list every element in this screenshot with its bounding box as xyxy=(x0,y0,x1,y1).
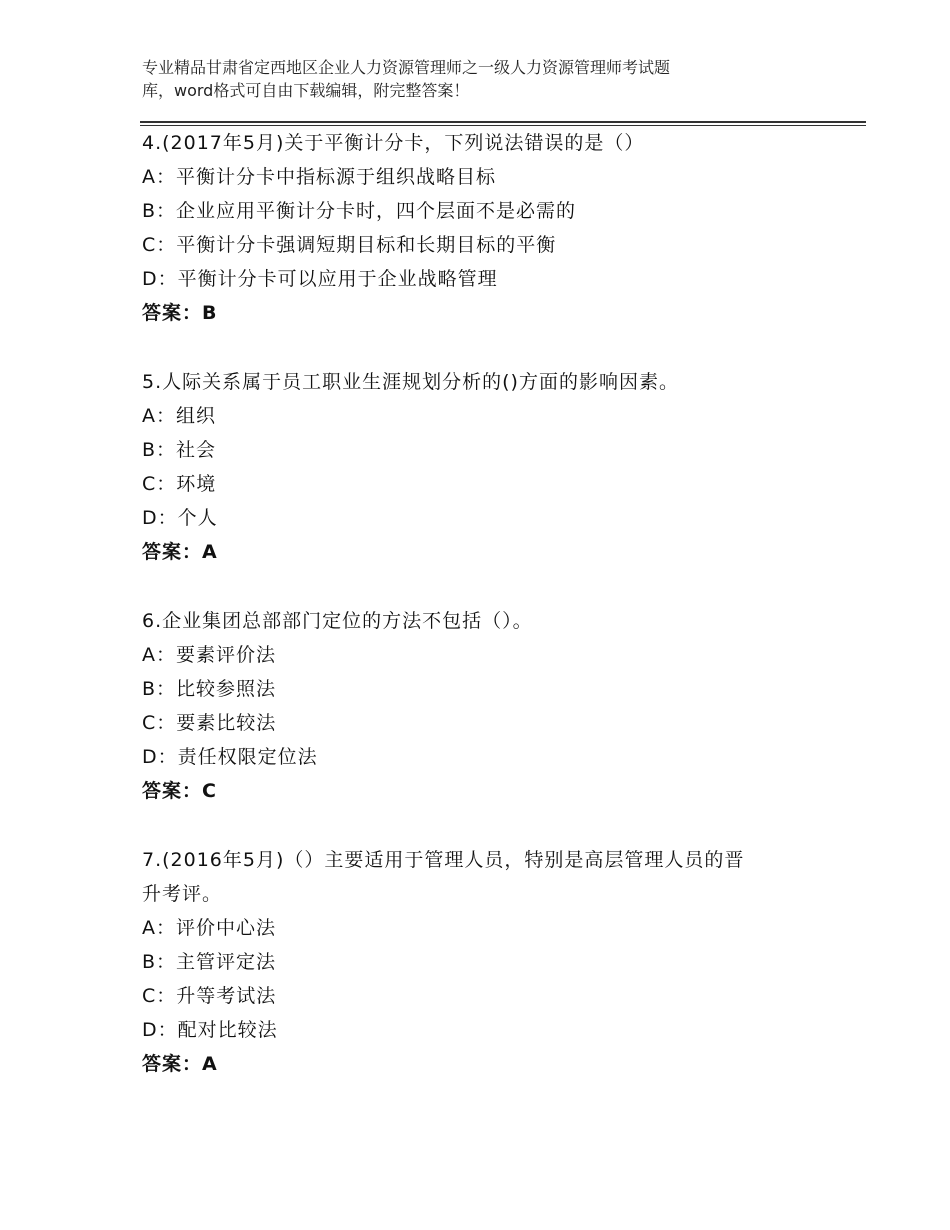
option-c: C：要素比较法 xyxy=(142,712,277,734)
answer-label: 答案：C xyxy=(142,780,217,802)
question-stem: 4.(2017年5月)关于平衡计分卡，下列说法错误的是（） xyxy=(142,132,645,154)
option-a: A：评价中心法 xyxy=(142,917,276,939)
question-stem: 5.人际关系属于员工职业生涯规划分析的()方面的影响因素。 xyxy=(142,371,679,393)
option-b: B：主管评定法 xyxy=(142,951,277,973)
question-stem-line-2: 升考评。 xyxy=(142,883,223,905)
option-a: A：平衡计分卡中指标源于组织战略目标 xyxy=(142,166,496,188)
question-5 xyxy=(142,365,842,569)
option-d: D：责任权限定位法 xyxy=(142,746,318,768)
document-header xyxy=(142,56,782,102)
option-d: D：个人 xyxy=(142,507,218,529)
option-d: D：平衡计分卡可以应用于企业战略管理 xyxy=(142,268,498,290)
header-line-1: 专业精品甘肃省定西地区企业人力资源管理师之一级人力资源管理师考试题 xyxy=(142,58,671,77)
answer-label: 答案：A xyxy=(142,1053,218,1075)
option-c: C：升等考试法 xyxy=(142,985,277,1007)
option-c: C：环境 xyxy=(142,473,217,495)
option-c: C：平衡计分卡强调短期目标和长期目标的平衡 xyxy=(142,234,557,256)
header-divider-thick xyxy=(140,121,866,123)
question-7 xyxy=(142,843,842,1081)
option-a: A：组织 xyxy=(142,405,216,427)
answer-label: 答案：B xyxy=(142,302,218,324)
question-6 xyxy=(142,604,842,808)
option-a: A：要素评价法 xyxy=(142,644,276,666)
question-4 xyxy=(142,126,842,330)
option-b: B：社会 xyxy=(142,439,217,461)
option-b: B：企业应用平衡计分卡时，四个层面不是必需的 xyxy=(142,200,577,222)
option-b: B：比较参照法 xyxy=(142,678,277,700)
question-stem-line-1: 7.(2016年5月)（）主要适用于管理人员，特别是高层管理人员的晋 xyxy=(142,849,745,871)
option-d: D：配对比较法 xyxy=(142,1019,278,1041)
header-line-2: 库，word格式可自由下载编辑，附完整答案！ xyxy=(142,81,470,100)
answer-label: 答案：A xyxy=(142,541,218,563)
question-stem: 6.企业集团总部部门定位的方法不包括（）。 xyxy=(142,610,533,632)
